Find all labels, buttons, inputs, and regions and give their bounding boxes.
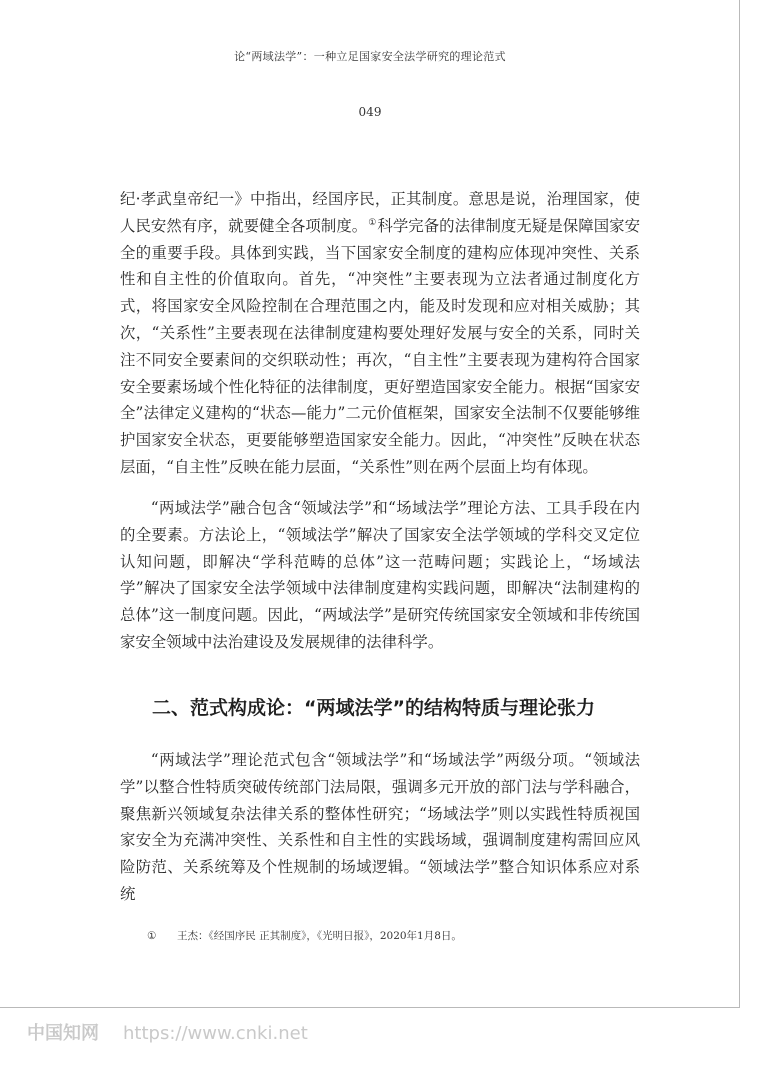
- body-paragraph-3: [120, 747, 640, 908]
- paragraph-text: “两域法学”融合包含“领域法学”和“场域法学”理论方法、工具手段在内的全要素。方法论上，“领域法学”解决了国家安全法学领域的学科交叉定位认知问题，即解决“学科范畴的总体”这一范畴问题；实践论上，“场域法学”解决了国家安全法学领域中法律制度建构实践问题，即解决“法制建构的总体”这一制度问题。因此，“两域法学”是研究传统国家安全领域和非传统国家安全领域中法治建设及发展规律的法律科学。: [120, 499, 640, 651]
- running-header: 论“两域法学”：一种立足国家安全法学研究的理论范式: [234, 50, 506, 63]
- section-heading: 二、范式构成论：“两域法学”的结构特质与理论张力: [152, 697, 595, 719]
- paragraph-text: “两域法学”理论范式包含“领域法学”和“场域法学”两级分项。“领域法学”以整合性特质突破传统部门法局限，强调多元开放的部门法与学科融合，聚焦新兴领域复杂法律关系的整体性研究；“场域法学”则以实践性特质视国家安全为充满冲突性、关系性和自主性的实践场域，强调制度建构需回应风险防范、关系统筹及个性规制的场域逻辑。“领域法学”整合知识体系应对系统: [120, 751, 640, 903]
- body-paragraph-1: [120, 186, 640, 481]
- footnote-reference[interactable]: ①: [368, 217, 377, 228]
- page-number: 049: [358, 105, 382, 119]
- body-paragraph-2: [120, 495, 640, 656]
- footnote-number: ①: [147, 930, 157, 942]
- footnote-text: 王杰：《经国序民 正其制度》，《光明日报》，2020年1月8日。: [177, 930, 462, 942]
- cnki-watermark: [27, 1019, 308, 1045]
- watermark-url: https://www.cnki.net: [123, 1023, 308, 1044]
- watermark-brand: 中国知网: [27, 1023, 99, 1044]
- footnote: [147, 928, 462, 943]
- paragraph-text: 科学完备的法律制度无疑是保障国家安全的重要手段。具体到实践，当下国家安全制度的建构应体现冲突性、关系性和自主性的价值取向。首先，“冲突性”主要表现为立法者通过制度化方式，将国家安全风险控制在合理范围之内，能及时发现和应对相关威胁；其次，“关系性”主要表现在法律制度建构要处理好发展与安全的关系，同时关注不同安全要素间的交织联动性；再次，“自主性”主要表现为建构符合国家安全要素场域个性化特征的法律制度，更好塑造国家安全能力。根据“国家安全”法律定义建构的“状态—能力”二元价值框架，国家安全法制不仅要能够维护国家安全状态，更要能够塑造国家安全能力。因此，“冲突性”反映在状态层面，“自主性”反映在能力层面，“关系性”则在两个层面上均有体现。: [120, 216, 640, 476]
- paragraph-text: 纪·孝武皇帝纪一》中指出，经国序民，正其制度。意思是说，治理国家，使人民安然有序，就要健全各项制度。: [120, 190, 640, 235]
